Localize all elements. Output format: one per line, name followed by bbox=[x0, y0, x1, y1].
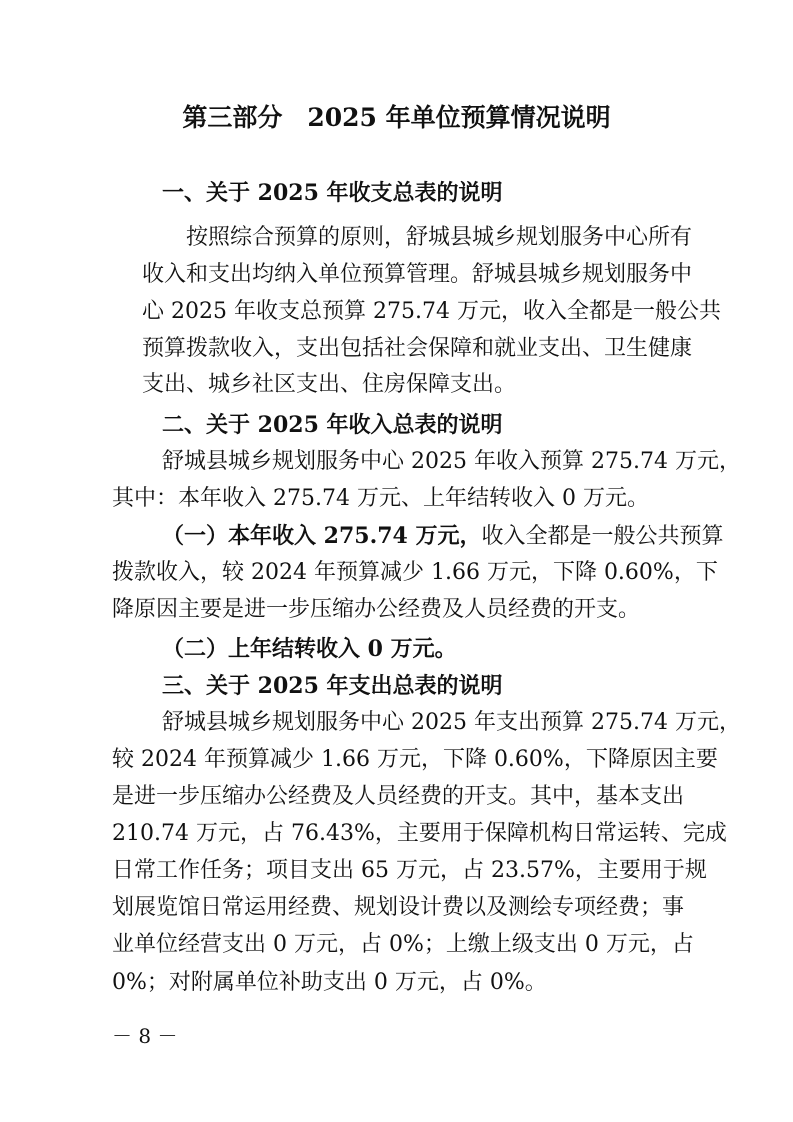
section-3-line-3: 是进一步压缩办公经费及人员经费的开支。其中，基本支出 bbox=[112, 784, 685, 809]
section-1-line-4: 预算拨款收入，支出包括社会保障和就业支出、卫生健康 bbox=[142, 336, 693, 361]
section-3-line-7: 业单位经营支出 0 万元，占 0%；上缴上级支出 0 万元，占 bbox=[112, 932, 694, 957]
section-1-heading: 一、关于 2025 年收支总表的说明 bbox=[162, 180, 503, 206]
section-2-sub-2: （二）上年结转收入 0 万元。 bbox=[162, 636, 457, 662]
section-1-line-5: 支出、城乡社区支出、住房保障支出。 bbox=[142, 372, 517, 397]
section-2-sub-1-line-3: 降原因主要是进一步压缩办公经费及人员经费的开支。 bbox=[112, 597, 641, 622]
section-2-heading: 二、关于 2025 年收入总表的说明 bbox=[162, 412, 503, 438]
section-1-line-1: 按照综合预算的原则，舒城县城乡规划服务中心所有 bbox=[186, 225, 693, 250]
section-3-line-1: 舒城县城乡规划服务中心 2025 年支出预算 275.74 万元， bbox=[162, 710, 741, 735]
section-2-line-2: 其中：本年收入 275.74 万元、上年结转收入 0 万元。 bbox=[112, 486, 649, 511]
section-3-heading: 三、关于 2025 年支出总表的说明 bbox=[162, 673, 503, 699]
section-2-line-1: 舒城县城乡规划服务中心 2025 年收入预算 275.74 万元， bbox=[162, 449, 741, 474]
section-1-line-2: 收入和支出均纳入单位预算管理。舒城县城乡规划服务中 bbox=[142, 262, 693, 287]
section-3-line-2: 较 2024 年预算减少 1.66 万元，下降 0.60%，下降原因主要 bbox=[112, 747, 718, 772]
section-2-sub-1-line-1 bbox=[162, 521, 724, 552]
section-2-sub-1-rest: 收入全都是一般公共预算 bbox=[481, 524, 724, 549]
section-1-line-3: 心 2025 年收支总预算 275.74 万元，收入全都是一般公共 bbox=[142, 299, 721, 324]
section-2-sub-1-line-2: 拨款收入，较 2024 年预算减少 1.66 万元，下降 0.60%，下 bbox=[112, 560, 718, 585]
section-3-line-6: 划展览馆日常运用经费、规划设计费以及测绘专项经费；事 bbox=[112, 895, 685, 920]
section-3-line-8: 0%；对附属单位补助支出 0 万元，占 0%。 bbox=[112, 970, 547, 995]
section-3-line-4: 210.74 万元，占 76.43%，主要用于保障机构日常运转、完成 bbox=[112, 821, 727, 846]
page-number: － 8 － bbox=[112, 1024, 178, 1048]
section-3-line-5: 日常工作任务；项目支出 65 万元，占 23.57%，主要用于规 bbox=[112, 858, 707, 883]
page-title: 第三部分 2025 年单位预算情况说明 bbox=[182, 103, 611, 132]
section-2-sub-1-bold: （一）本年收入 275.74 万元， bbox=[162, 523, 482, 549]
